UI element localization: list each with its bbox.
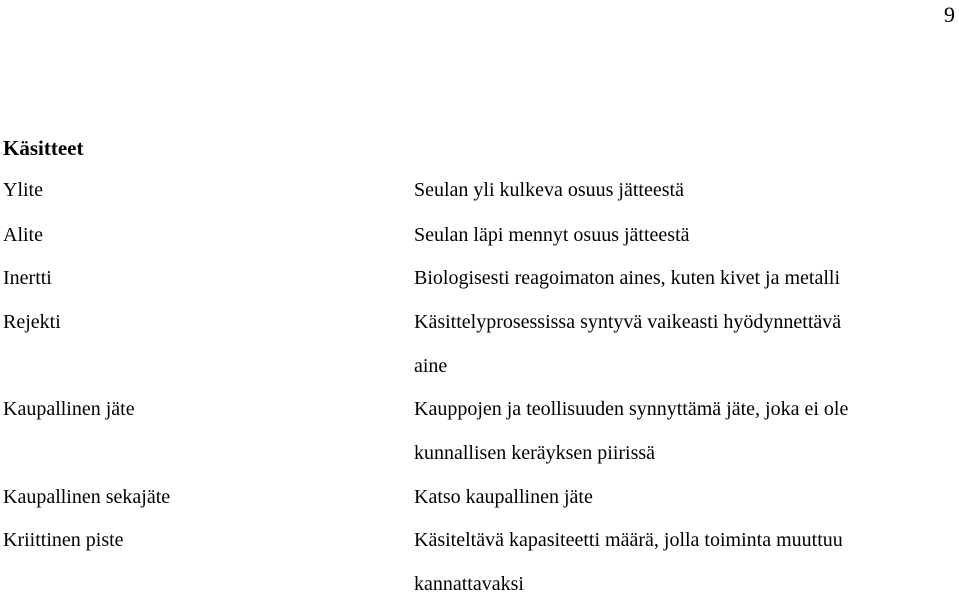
glossary-definition: Biologisesti reagoimaton aines, kuten kivet ja metalli bbox=[414, 267, 841, 289]
glossary-definition-continued: aine bbox=[414, 355, 448, 377]
glossary-definition-continued: kunnallisen keräyksen piirissä bbox=[414, 442, 656, 464]
section-heading: Käsitteet bbox=[3, 136, 84, 160]
glossary-definition-continued: kannattavaksi bbox=[414, 573, 524, 595]
glossary-definition: Seulan läpi mennyt osuus jätteestä bbox=[414, 224, 690, 246]
glossary-term: Kaupallinen jäte bbox=[3, 398, 135, 420]
glossary-definition: Käsiteltävä kapasiteetti määrä, jolla toiminta muuttuu bbox=[414, 529, 843, 551]
glossary-definition: Kauppojen ja teollisuuden synnyttämä jäte, joka ei ole bbox=[414, 398, 849, 420]
glossary-term: Kaupallinen sekajäte bbox=[3, 486, 171, 508]
glossary-term: Alite bbox=[3, 224, 43, 246]
glossary-term: Inertti bbox=[3, 267, 52, 289]
glossary-definition: Katso kaupallinen jäte bbox=[414, 486, 593, 508]
glossary-definition: Seulan yli kulkeva osuus jätteestä bbox=[414, 179, 684, 201]
glossary-term: Ylite bbox=[3, 179, 43, 201]
glossary-definition: Käsittelyprosessissa syntyvä vaikeasti hyödynnettävä bbox=[414, 311, 842, 333]
page-number: 9 bbox=[944, 2, 955, 27]
glossary-term: Rejekti bbox=[3, 311, 61, 333]
glossary-term: Kriittinen piste bbox=[3, 529, 124, 551]
